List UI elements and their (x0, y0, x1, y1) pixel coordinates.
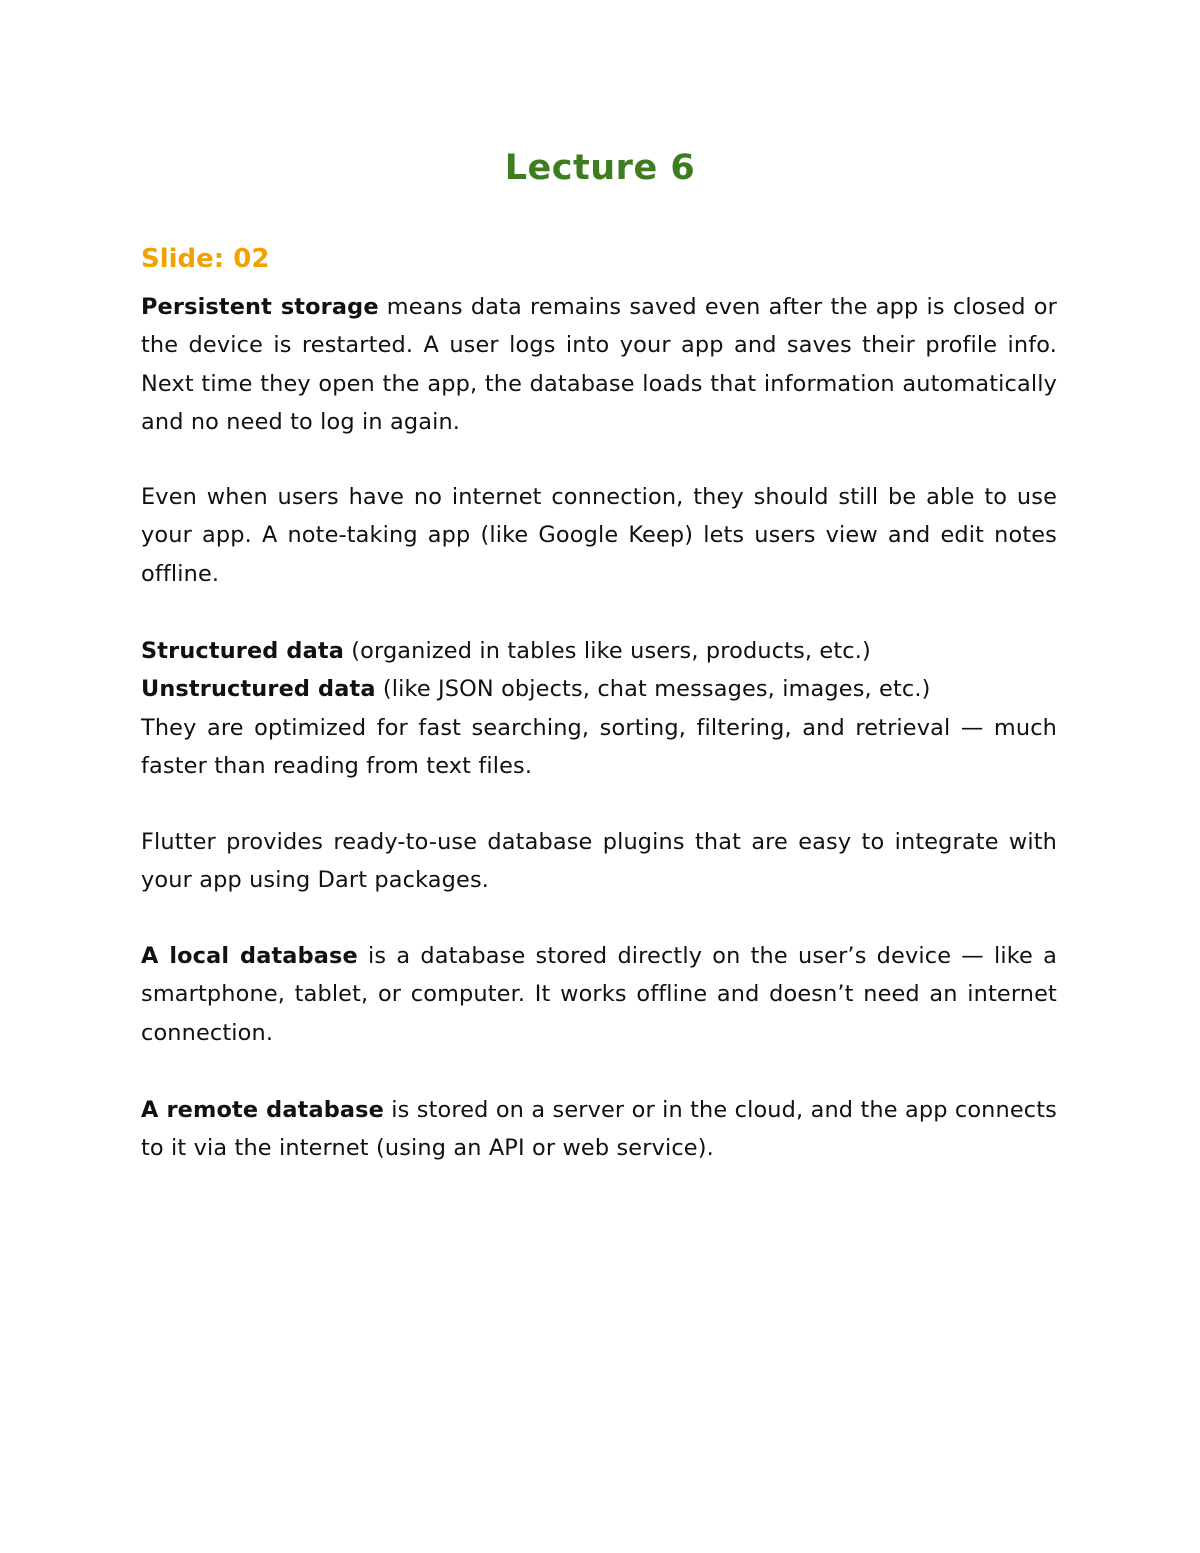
paragraph-local-database-text: is a database stored directly on the user’s device — like a smartphone, tablet, or computer. It works offline and doesn’t need an internet connection. (141, 943, 1057, 1046)
paragraph-flutter: Flutter provides ready-to-use database plugins that are easy to integrate with your app using Dart packages. (141, 829, 1057, 894)
unstructured-data-line (141, 670, 1057, 708)
paragraph-local-database (141, 937, 1057, 1052)
paragraph-offline: Even when users have no internet connection, they should still be able to use your app. A note-taking app (like Google Keep) lets users view and edit notes offline. (141, 484, 1057, 587)
term-structured-data: Structured data (141, 638, 344, 664)
slide-label: Slide: 02 (141, 244, 270, 274)
paragraph-data-types (141, 632, 1057, 785)
term-persistent-storage: Persistent storage (141, 294, 379, 320)
structured-data-line (141, 632, 1057, 670)
structured-data-text: (organized in tables like users, products, etc.) (343, 638, 871, 664)
term-unstructured-data: Unstructured data (141, 676, 376, 703)
page-title: Lecture 6 (504, 148, 696, 188)
paragraph-persistent-storage-text: means data remains saved even after the app is closed or the device is restarted. A user logs into your app and saves their profile info. Next time they open the app, the database loads that information automatically and no need to log in again. (141, 294, 1057, 435)
unstructured-data-text: (like JSON objects, chat messages, images, etc.) (375, 676, 931, 703)
paragraph-remote-database (141, 1091, 1057, 1168)
term-remote-database: A remote database (141, 1097, 384, 1123)
paragraph-persistent-storage (141, 288, 1057, 441)
optimized-text: They are optimized for fast searching, sorting, filtering, and retrieval — much faster than reading from text files. (141, 714, 1057, 779)
term-local-database: A local database (141, 943, 358, 969)
paragraph-remote-database-text: is stored on a server or in the cloud, and the app connects to it via the internet (using an API or web service). (141, 1097, 1057, 1162)
